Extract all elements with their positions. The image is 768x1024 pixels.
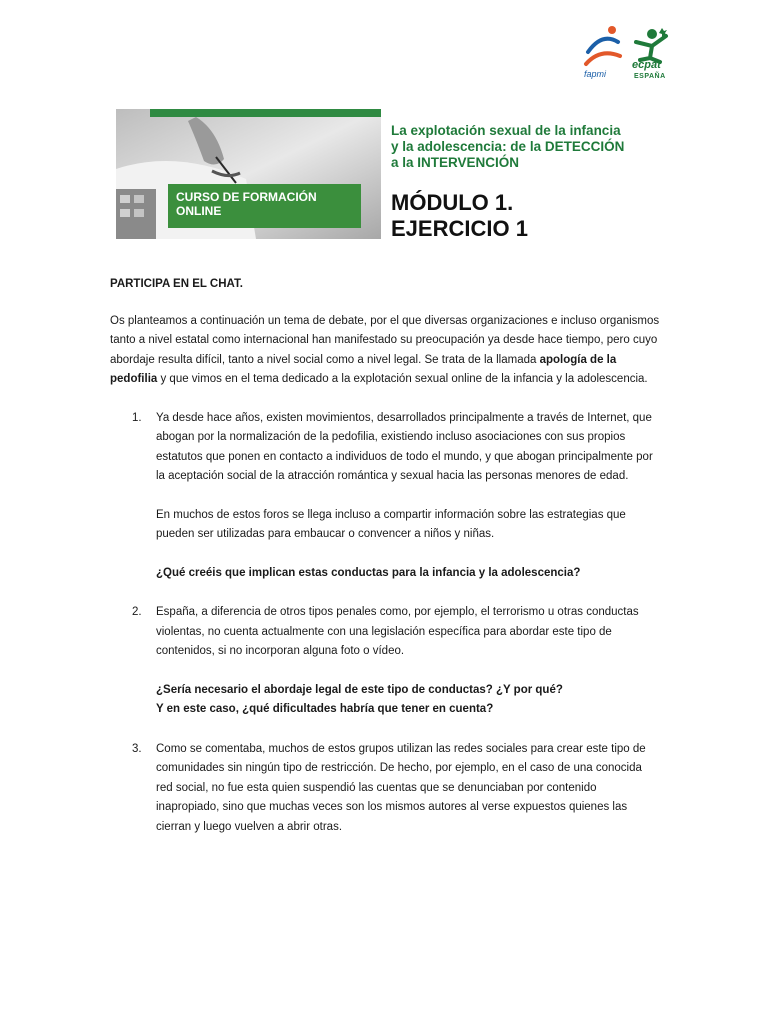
- course-title-line3: a la INTERVENCIÓN: [391, 155, 520, 170]
- espana-logo-text: ESPAÑA: [634, 73, 666, 80]
- list-item-number: 3.: [132, 742, 142, 755]
- list-item-3: [110, 740, 660, 838]
- ecpat-logo-text: ecpat: [632, 59, 661, 71]
- banner-accent-bar: [150, 109, 381, 117]
- list-item-1: [110, 409, 660, 584]
- list-item-number: 1.: [132, 411, 142, 424]
- banner-label-line2: ONLINE: [176, 204, 222, 218]
- item-paragraph: España, a diferencia de otros tipos penales como, por ejemplo, el terrorismo u otras conductas violentas, no cuenta actualmente con una legislación específica para abordar este tipo de contenidos, si no incorporan alguna foto o vídeo.: [156, 606, 639, 657]
- section-heading: PARTICIPA EN EL CHAT.: [110, 278, 243, 290]
- document-body: [110, 275, 660, 857]
- intro-paragraph: [110, 312, 660, 390]
- fapmi-logo-text: fapmi: [584, 69, 607, 79]
- item-paragraph: En muchos de estos foros se llega incluso a compartir información sobre las estrategias que pueden ser utilizadas para embaucar o convencer a niños y niñas.: [156, 508, 626, 540]
- item-question-block: [156, 681, 660, 720]
- list-item-number: 2.: [132, 606, 142, 618]
- item-question: ¿Sería necesario el abordaje legal de este tipo de conductas? ¿Y por qué?: [156, 683, 563, 696]
- intro-text-start: Os planteamos a continuación un tema de debate, por el que diversas organizaciones e incluso organismos tanto a nivel estatal como internacional han manifestado su preocupación ya desde hace tiempo, pero cuyo abordaje resulta difícil, tanto a nivel social como a nivel legal. Se trata de la llamada: [110, 314, 660, 366]
- module-title: [391, 190, 651, 242]
- list-item-2: [110, 603, 660, 720]
- banner-label: [168, 184, 361, 228]
- module-title-line2: EJERCICIO 1: [391, 216, 528, 241]
- item-paragraph: Como se comentaba, muchos de estos grupos utilizan las redes sociales para crear este tipo de comunidades sin ningún tipo de restricción. De hecho, por ejemplo, en el caso de una conocida red social, no fue esta quien suspendió las cuentas que se denunciaban por contenido inapropiado, sino que muchas veces son los mismos autores al verse expuestos quienes las cierran y luego vuelven a abrir otras.: [156, 742, 646, 833]
- course-title-line2: y la adolescencia: de la DETECCIÓN: [391, 139, 625, 154]
- course-banner-image: [116, 109, 381, 239]
- partner-logos: [582, 22, 674, 84]
- item-question: Y en este caso, ¿qué dificultades habría que tener en cuenta?: [156, 703, 494, 715]
- item-question: ¿Qué creéis que implican estas conductas para la infancia y la adolescencia?: [156, 566, 581, 579]
- intro-text-end: y que vimos en el tema dedicado a la explotación sexual online de la infancia y la adolescencia.: [157, 373, 648, 385]
- banner-label-line1: CURSO DE FORMACIÓN: [176, 190, 317, 204]
- course-title-line1: La explotación sexual de la infancia: [391, 123, 621, 138]
- intro-bold-term: apología de la pedofilia: [110, 353, 617, 385]
- module-title-line1: MÓDULO 1.: [391, 190, 514, 215]
- course-title: [391, 123, 661, 171]
- item-paragraph: Ya desde hace años, existen movimientos, desarrollados principalmente a través de Internet, que abogan por la normalización de la pedofilia, existiendo incluso asociaciones con sus propios estatutos que ponen en contacto a individuos de todo el mundo, y que abogan principalmente por la aceptación social de la atracción romántica y sexual hacia las personas menores de edad.: [156, 411, 653, 482]
